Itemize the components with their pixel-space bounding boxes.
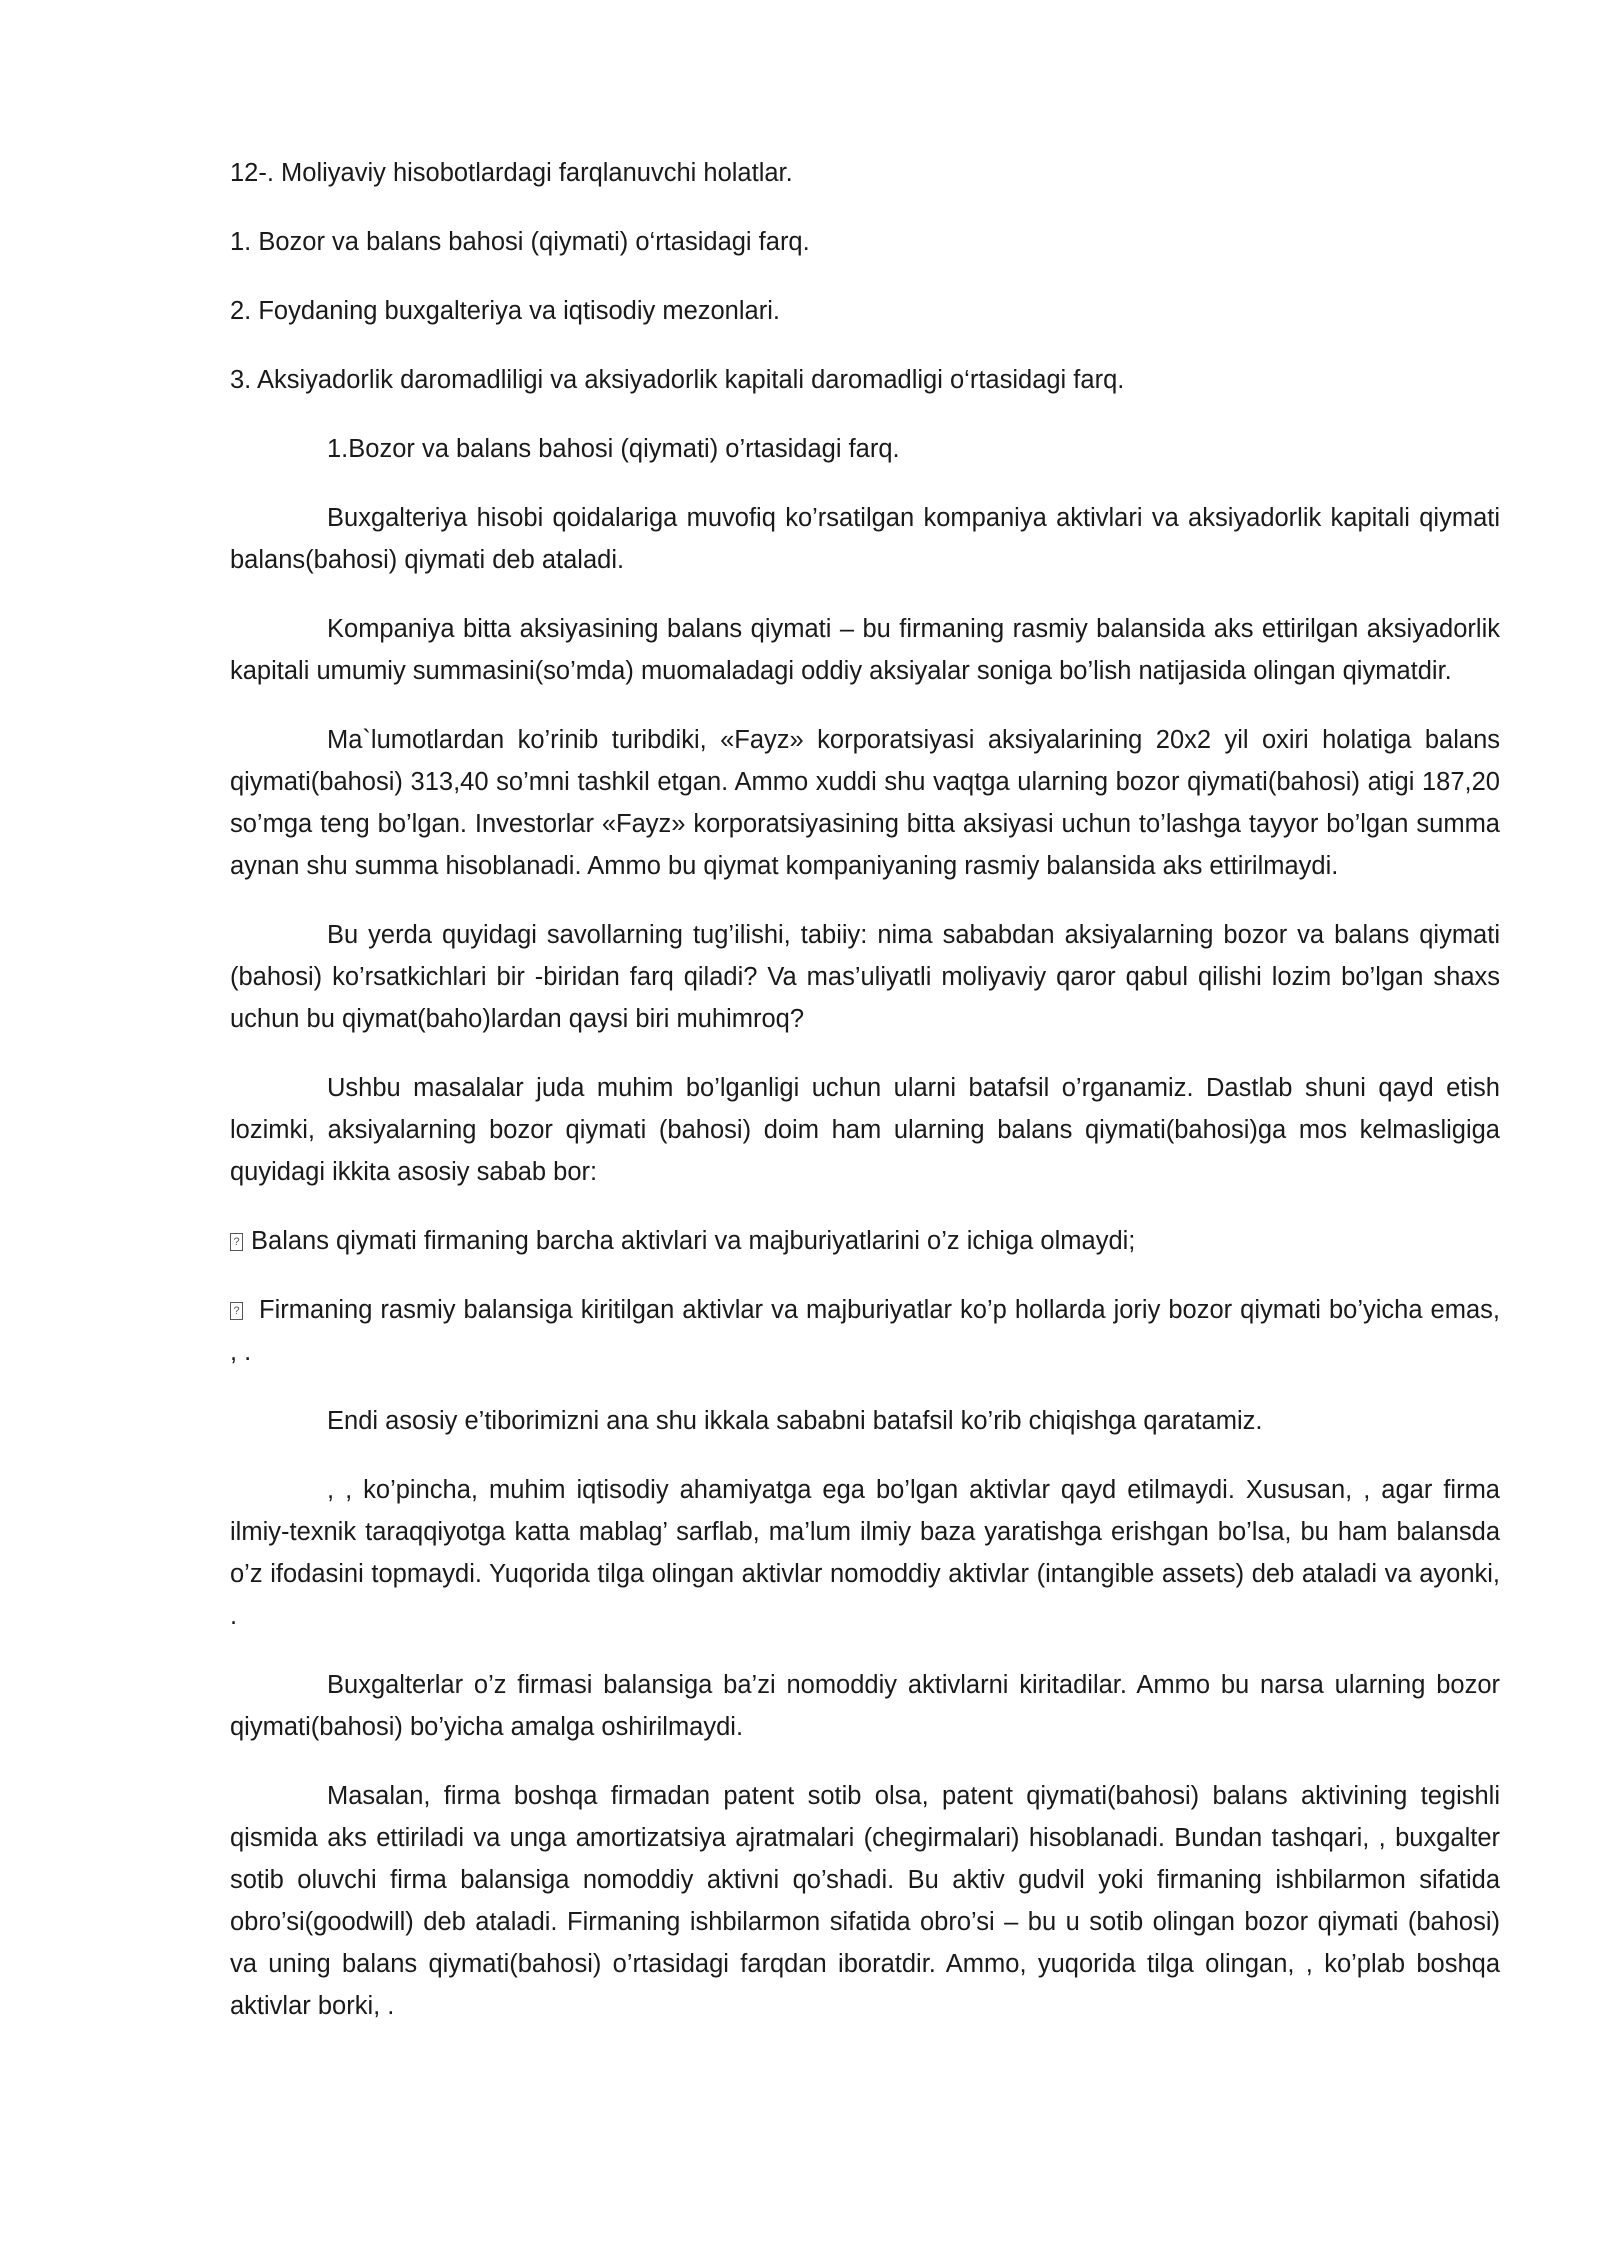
document-title: 12-. Moliyaviy hisobotlardagi farqlanuvchi holatlar.: [230, 159, 793, 187]
toc-item-3: 3. Aksiyadorlik daromadliligi va aksiyadorlik kapitali daromadligi o‘rtasidagi farq.: [230, 366, 1125, 394]
bullet-text-1: Balans qiymati firmaning barcha aktivlari va majburiyatlarini o’z ichiga olmaydi;: [251, 1227, 1136, 1255]
paragraph-goodwill: Masalan, firma boshqa firmadan patent sotib olsa, patent qiymati(bahosi) balans aktivining tegishli qismida aks ettiriladi va unga amortizatsiya ajratmalari (chegirmalari) hisoblanadi. Bundan tashqari, , buxgalter sotib oluvchi firma balansiga nomoddiy aktivni qo’shadi. Bu aktiv gudvil yoki firmaning ishbilarmon sifatida obro’si(goodwill) deb ataladi. Firmaning ishbilarmon sifatida obro’si – bu u sotib olingan bozor qiymati (bahosi) va uning balans qiymati(bahosi) o’rtasidagi farqdan iboratdir. Ammo, yuqorida tilga olingan, , ko’plab boshqa aktivlar borki, .: [230, 1782, 1500, 2020]
missing-glyph-icon: [230, 1302, 243, 1320]
paragraph-intangible-assets: , , ko’pincha, muhim iqtisodiy ahamiyatga ega bo’lgan aktivlar qayd etilmaydi. Xususan, , agar firma ilmiy-texnik taraqqiyotga katta mablag’ sarflab, ma’lum ilmiy baza yaratishga erishgan bo’lsa, bu ham balansda o’z ifodasini topmaydi. Yuqorida tilga olingan aktivlar nomoddiy aktivlar (intangible assets) deb ataladi va ayonki, .: [230, 1476, 1500, 1630]
paragraph-share-book-value: Kompaniya bitta aksiyasining balans qiymati – bu firmaning rasmiy balansida aks ettirilgan aksiyadorlik kapitali umumiy summasini(so’mda) muomaladagi oddiy aksiyalar soniga bo’lish natijasida olingan qiymatdir.: [230, 615, 1500, 685]
paragraph-focus: Endi asosiy e’tiborimizni ana shu ikkala sababni batafsil ko’rib chiqishga qaratamiz.: [327, 1407, 1263, 1435]
bullet-item-2: [230, 1289, 1500, 1373]
paragraph-two-reasons: Ushbu masalalar juda muhim bo’lganligi uchun ularni batafsil o’rganamiz. Dastlab shuni qayd etish lozimki, aksiyalarning bozor qiymati (bahosi) doim ham ularning balans qiymati(bahosi)ga mos kelmasligiga quyidagi ikkita asosiy sabab bor:: [230, 1074, 1500, 1186]
section-heading: 1.Bozor va balans bahosi (qiymati) o’rtasidagi farq.: [327, 435, 900, 463]
paragraph-book-value-definition: Buxgalteriya hisobi qoidalariga muvofiq ko’rsatilgan kompaniya aktivlari va aksiyadorlik kapitali qiymati balans(bahosi) qiymati deb ataladi.: [230, 504, 1500, 574]
toc-item-1: 1. Bozor va balans bahosi (qiymati) o‘rtasidagi farq.: [230, 228, 810, 256]
paragraph-accountants: Buxgalterlar o’z firmasi balansiga ba’zi nomoddiy aktivlarni kiritadilar. Ammo bu narsa ularning bozor qiymati(bahosi) bo’yicha amalga oshirilmaydi.: [230, 1671, 1500, 1741]
document-body: [230, 152, 1500, 2027]
bullet-item-1: [230, 1220, 1500, 1262]
paragraph-fayz-example: Ma`lumotlardan ko’rinib turibdiki, «Fayz» korporatsiyasi aksiyalarining 20x2 yil oxiri holatiga balans qiymati(bahosi) 313,40 so’mni tashkil etgan. Ammo xuddi shu vaqtga ularning bozor qiymati(bahosi) atigi 187,20 so’mga teng bo’lgan. Investorlar «Fayz» korporatsiyasining bitta aksiyasi uchun to’lashga tayyor bo’lgan summa aynan shu summa hisoblanadi. Ammo bu qiymat kompaniyaning rasmiy balansida aks ettirilmaydi.: [230, 726, 1500, 880]
paragraph-questions: Bu yerda quyidagi savollarning tug’ilishi, tabiiy: nima sababdan aksiyalarning bozor va balans qiymati (bahosi) ko’rsatkichlari bir -biridan farq qiladi? Va mas’uliyatli moliyaviy qaror qabul qilishi lozim bo’lgan shaxs uchun bu qiymat(baho)lardan qaysi biri muhimroq?: [230, 921, 1500, 1033]
bullet-text-2: Firmaning rasmiy balansiga kiritilgan aktivlar va majburiyatlar ko’p hollarda joriy bozor qiymati bo’yicha emas, , .: [230, 1296, 1500, 1366]
missing-glyph-icon: [230, 1233, 243, 1251]
toc-item-2: 2. Foydaning buxgalteriya va iqtisodiy mezonlari.: [230, 297, 780, 325]
